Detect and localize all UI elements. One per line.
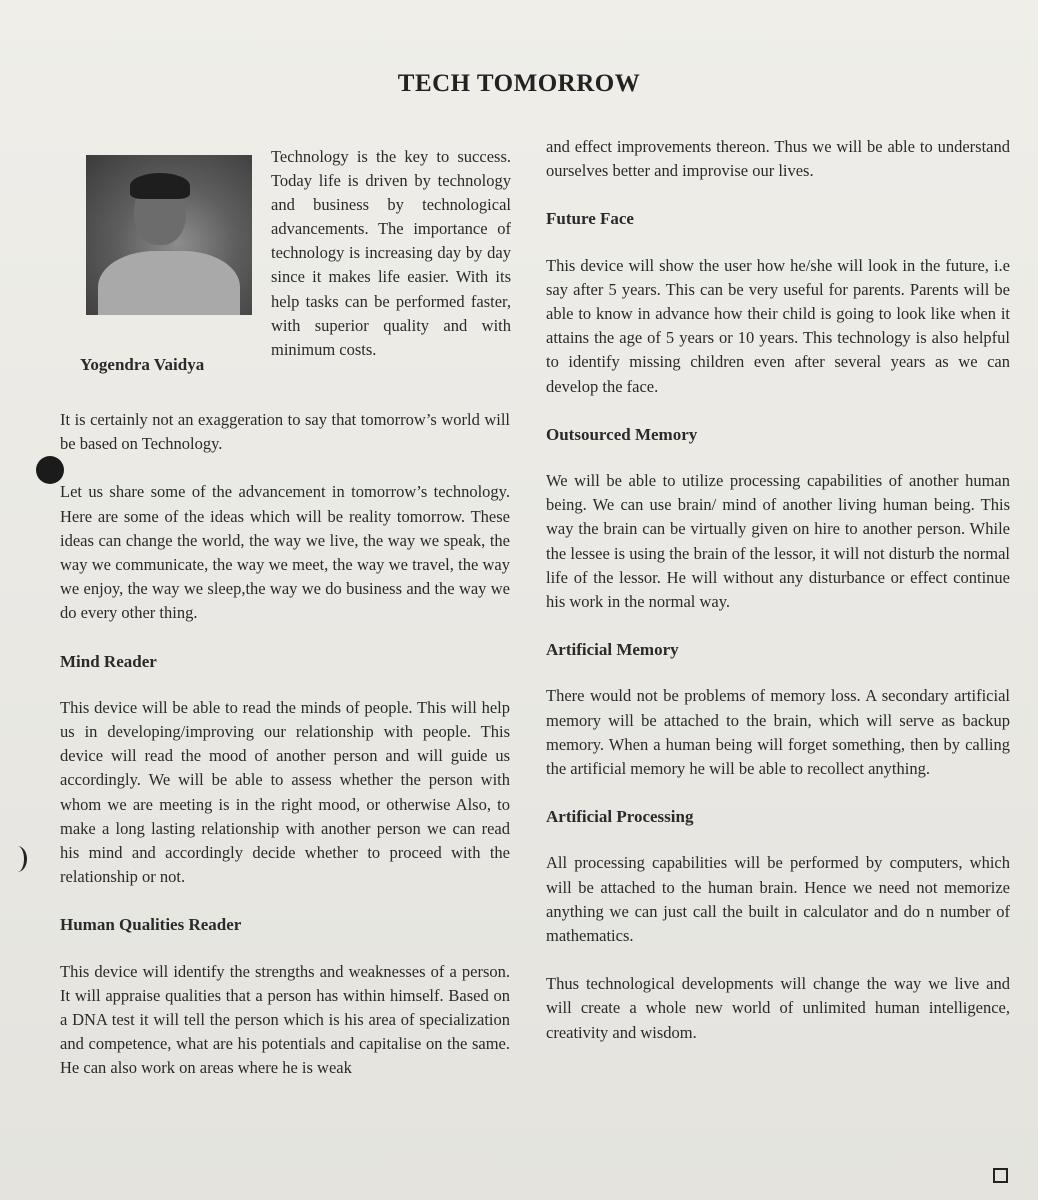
paragraph-tomorrow-world: It is certainly not an exaggeration to say that tomorrow’s world will be based on Technology. — [60, 410, 510, 454]
paragraph-continued: and effect improvements thereon. Thus we will be able to understand ourselves better and improvise our lives. — [546, 137, 1010, 181]
paragraph-conclusion: Thus technological developments will change the way we live and will create a whole new world of unlimited human intelligence, creativity and wisdom. — [546, 974, 1010, 1042]
heading-future-face: Future Face — [546, 209, 634, 229]
paragraph-artificial-processing: All processing capabilities will be performed by computers, which will be attached to the human brain. Hence we need not memorize anything we can just call the built in calculator and do n number of mathematics. — [546, 853, 1010, 946]
author-name: Yogendra Vaidya — [80, 355, 205, 374]
paragraph-advancements: Let us share some of the advancement in tomorrow’s technology. Here are some of the ideas which will be reality tomorrow. These ideas can change the world, the way we live, the way we speak, the way we communicate, the way we meet, the way we travel, the way we enjoy, the way we sleep,the way we do business and the way we do every other thing. — [60, 482, 510, 623]
left-column — [60, 408, 510, 1105]
photo-hair — [130, 173, 190, 199]
photo-torso — [98, 251, 240, 315]
author-photo — [86, 155, 252, 315]
intro-paragraph: Technology is the key to success. Today life is driven by technology and business by technological advancements. The importance of technology is increasing day by day since it makes life easier. With its help tasks can be performed faster, with superior quality and with minimum costs. — [271, 147, 511, 359]
paragraph-mind-reader: This device will be able to read the minds of people. This will help us in developing/improving our relationship with people. This device will read the mood of another person and will guide us accordingly. We will be able to assess whether the person with whom we are meeting is in the right mood, or otherwise Also, to make a long lasting relationship with another person we can read his mind and accordingly decide whether to proceed with the relationship or not. — [60, 697, 510, 887]
heading-mind-reader: Mind Reader — [60, 651, 157, 671]
punch-hole — [36, 456, 64, 484]
heading-outsourced-memory: Outsourced Memory — [546, 424, 698, 444]
paragraph-outsourced-memory: We will be able to utilize processing capabilities of another human being. We can use brain/ mind of another living human being. This way the brain can be virtually given on hire to another person. While the lessee is using the brain of the lessor, it will not disturb the normal life of the lessor. He will without any disturbance or effect continue his work in the normal way. — [546, 471, 1010, 612]
punch-hole-edge — [8, 846, 27, 872]
page-title: TECH TOMORROW — [397, 70, 641, 97]
end-of-article-square-icon — [993, 1168, 1008, 1183]
right-column — [546, 135, 1010, 1069]
heading-human-qualities-reader: Human Qualities Reader — [60, 915, 242, 935]
heading-artificial-processing: Artificial Processing — [546, 807, 694, 827]
paragraph-human-qualities-reader: This device will identify the strengths and weaknesses of a person. It will appraise qualities that a person has within himself. Based on a DNA test it will tell the person which is his area of specialization and competence, what are his potentials and capitalise on the same. He can also work on areas where he is weak — [60, 961, 510, 1078]
paragraph-future-face: This device will show the user how he/she will look in the future, i.e say after 5 years. This can be very useful for parents. Parents will be able to know in advance how their child is going to look like when it attains the age of 5 years or 10 years. This technology is also helpful to identify missing children even after several years as we can develop the face. — [546, 255, 1010, 396]
paragraph-artificial-memory: There would not be problems of memory loss. A secondary artificial memory will be attached to the brain, which will serve as backup memory. When a human being will forget something, then by calling the artificial memory he will be able to recollect anything. — [546, 686, 1010, 779]
heading-artificial-memory: Artificial Memory — [546, 640, 679, 660]
